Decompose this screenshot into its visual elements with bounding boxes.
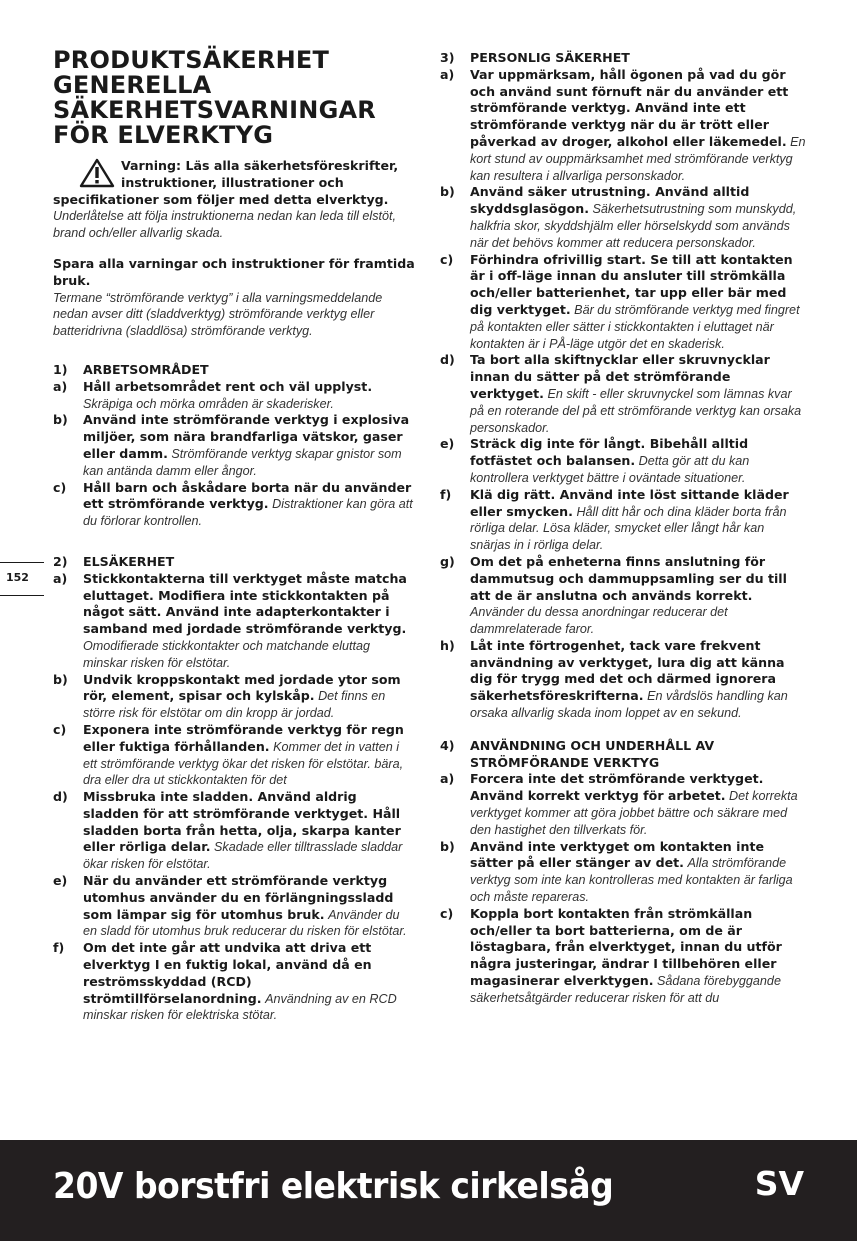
item-bold-text: Använd säker utrustning. Använd alltid skyddsglasögon. — [470, 184, 750, 217]
item-italic-text: Bär du strömförande verktyg med fingret på kontakten eller sätter i stickkontakten i eluttaget när kontakten är i PÅ-läge utgör det en skaderisk. — [470, 302, 800, 351]
section-title-text: ANVÄNDNING OCH UNDERHÅLL AV STRÖMFÖRANDE VERKTYG — [470, 737, 715, 770]
page-number-tab — [0, 562, 44, 596]
section-number: 4) — [440, 737, 455, 753]
item-body — [470, 771, 806, 838]
item-letter: d) — [440, 352, 455, 368]
item-body — [83, 672, 415, 722]
save-bold-text: Spara alla varningar och instruktioner för framtida bruk. — [53, 255, 415, 288]
page-number: 152 — [6, 571, 29, 584]
item-italic-text: Detta gör att du kan kontrollera verktyget bättre i oväntade situationer. — [470, 454, 750, 485]
item-italic-text: Alla strömförande verktyg som inte kan kontrolleras med kontakten är farliga och måste repareras. — [470, 856, 793, 905]
list-item — [440, 252, 806, 353]
item-italic-text: Det finns en större risk för elstötar om din kropp är jordad. — [83, 689, 386, 721]
footer-product-title: 20V borstfri elektrisk cirkelsåg — [53, 1164, 614, 1207]
item-body — [83, 571, 415, 672]
list-item — [53, 672, 415, 722]
item-italic-text: Använder du en sladd för utomhus bruk reducerar du risken för elstötar. — [83, 907, 407, 939]
warning-italic-text: Underlåtelse att följa instruktionerna nedan kan leda till elstöt, brand och/eller allvarlig skada. — [53, 209, 397, 241]
item-letter: b) — [440, 184, 455, 200]
section-title-text: ELSÄKERHET — [83, 553, 175, 569]
item-bold-text: När du använder ett strömförande verktyg utomhus använder du en förlängningssladd som lämpar sig för utomhus bruk. — [83, 873, 394, 922]
item-bold-text: Klä dig rätt. Använd inte löst sittande kläder eller smycken. — [470, 486, 789, 519]
item-body — [83, 480, 415, 530]
item-body — [470, 184, 806, 251]
item-letter: b) — [440, 838, 455, 854]
item-body — [470, 906, 806, 1007]
list-item — [440, 436, 806, 486]
item-bold-text: Håll barn och åskådare borta när du använder ett strömförande verktyg. — [83, 479, 412, 512]
section-title-text: PERSONLIG SÄKERHET — [470, 50, 630, 65]
item-body — [470, 67, 806, 185]
item-italic-text: Omodifierade stickkontakter och matchande eluttag minskar risken för elstötar. — [83, 638, 371, 670]
right-column — [440, 48, 806, 1007]
list-item — [53, 789, 415, 873]
list-item — [440, 67, 806, 185]
item-body — [83, 379, 415, 413]
item-italic-text: Säkerhetsutrustning som munskydd, halkfria skor, skyddshjälm eller hörselskydd som används när det behövs kommer att reducera personskador. — [470, 202, 797, 250]
section-title — [440, 738, 806, 772]
item-bold-text: Om det inte går att undvika att driva ett elverktyg I en fuktig lokal, använd då en reströmsskyddad (RCD) strömtillförselanordning. — [83, 940, 372, 1006]
item-letter: e) — [440, 436, 455, 452]
item-body — [83, 722, 415, 789]
item-italic-text: Använder du dessa anordningar reducerar det dammrelaterade faror. — [470, 605, 728, 637]
item-italic-text: Skräpiga och mörka områden är skaderisker. — [83, 396, 334, 411]
item-body — [470, 554, 806, 638]
item-italic-text: Skadade eller tilltrasslade sladdar ökar risken för elstötar. — [83, 840, 403, 872]
item-letter: c) — [53, 721, 67, 737]
section-title — [53, 362, 415, 379]
section-title — [53, 554, 415, 571]
list-item — [440, 184, 806, 251]
list-item — [440, 771, 806, 838]
item-letter: a) — [53, 570, 68, 586]
item-bold-text: Exponera inte strömförande verktyg för regn eller fuktiga förhållanden. — [83, 721, 404, 754]
item-body — [470, 252, 806, 353]
item-italic-text: En vårdslös handling kan orsaka allvarlig skada inom loppet av en sekund. — [470, 689, 788, 721]
item-bold-text: Håll arbetsområdet rent och väl upplyst. — [83, 378, 373, 394]
section-number: 1) — [53, 361, 68, 377]
item-bold-text: Förhindra ofrivillig start. Se till att kontakten är i off-läge innan du ansluter till strömkälla och/eller batterienhet, tar upp eller bär med dig verktyget. — [470, 251, 793, 317]
list-item — [440, 554, 806, 638]
footer-bar — [0, 1140, 857, 1241]
footer-language-code: SV — [754, 1164, 804, 1203]
section-4 — [440, 738, 806, 1007]
item-letter: g) — [440, 553, 455, 569]
warning-bold-text: Varning: Läs alla säkerhetsföreskrifter, instruktioner, illustrationer och specifikationer som följer med detta elverktyg. — [53, 158, 399, 207]
item-italic-text: En kort stund av ouppmärksamhet med strömförande verktyg kan resultera i allvarliga personskador. — [470, 134, 806, 183]
item-bold-text: Ta bort alla skiftnycklar eller skruvnycklar innan du sätter på det strömförande verktyget. — [470, 352, 770, 401]
list-item — [53, 873, 415, 940]
item-letter: h) — [440, 637, 455, 653]
list-item — [53, 571, 415, 672]
item-letter: b) — [53, 671, 68, 687]
item-letter: e) — [53, 873, 68, 889]
item-bold-text: Om det på enheterna finns anslutning för dammutsug och dammuppsamling ser du till att de är anslutna och används korrekt. — [470, 553, 787, 603]
item-bold-text: Var uppmärksam, håll ögonen på vad du gör och använd sunt förnuft när du använder ett strömförande verktyg. Använd inte ett strömförande verktyg när du är trött eller påverkad av droger, alkohol eller läkemedel. — [470, 66, 789, 149]
section-3 — [440, 50, 806, 722]
item-body — [83, 940, 415, 1024]
list-item — [440, 487, 806, 554]
item-italic-text: En skift - eller skruvnyckel som lämnas kvar på en roterande del på ett strömförande verktyg kan orsaka personskador. — [470, 386, 802, 435]
item-italic-text: Användning av en RCD minskar risken för elektriska stötar. — [83, 991, 397, 1023]
item-italic-text: Kommer det in vatten i ett strömförande verktyg ökar det risken för elstötar. bära, dra eller dra ut stickkontakten för det — [83, 739, 404, 788]
section-number: 2) — [53, 553, 68, 569]
warning-block — [53, 158, 415, 242]
left-column — [53, 48, 415, 1024]
item-letter: a) — [440, 771, 455, 787]
item-letter: f) — [440, 486, 452, 502]
item-italic-text: Strömförande verktyg skapar gnistor som kan antända damm eller ångor. — [83, 446, 402, 478]
item-body — [83, 789, 415, 873]
list-item — [440, 352, 806, 436]
item-bold-text: Forcera inte det strömförande verktyget. Använd korrekt verktyg för arbetet. — [470, 771, 764, 804]
list-item — [53, 412, 415, 479]
item-italic-text: Sådana förebyggande säkerhetsåtgärder reducerar risken för att du — [470, 974, 781, 1005]
item-letter: b) — [53, 412, 68, 428]
item-letter: c) — [440, 905, 454, 921]
item-body — [470, 352, 806, 436]
item-letter: a) — [53, 378, 68, 394]
item-letter: c) — [53, 479, 67, 495]
item-bold-text: Missbruka inte sladden. Använd aldrig sladden för att strömförande verktyget. Håll sladden borta från hetta, olja, skarpa kanter eller rörliga delar. — [83, 789, 401, 855]
item-bold-text: Koppla bort kontakten från strömkällan och/eller ta bort batterierna, om de är löstagbara, från elverktyget, innan du utför några justeringar, ändrar I tillbehören eller magasinerar elverktygen. — [470, 905, 782, 989]
item-letter: a) — [440, 66, 455, 82]
list-item — [440, 638, 806, 722]
list-item — [53, 480, 415, 530]
list-item — [440, 906, 806, 1007]
item-body — [83, 873, 415, 940]
section-1 — [53, 362, 415, 530]
list-item — [53, 379, 415, 413]
section-title-text: ARBETSOMRÅDET — [83, 361, 209, 377]
item-letter: c) — [440, 251, 454, 267]
item-letter: f) — [53, 940, 65, 956]
item-body — [470, 436, 806, 486]
section-2 — [53, 554, 415, 1024]
item-bold-text: Använd inte strömförande verktyg i explosiva miljöer, som nära brandfarliga vätskor, gaser eller damm. — [83, 412, 410, 461]
save-instructions — [53, 256, 415, 340]
list-item — [53, 940, 415, 1024]
list-item — [53, 722, 415, 789]
item-body — [83, 412, 415, 479]
list-item — [440, 839, 806, 906]
item-letter: d) — [53, 789, 68, 805]
item-body — [470, 638, 806, 722]
section-number: 3) — [440, 50, 455, 65]
section-title — [440, 50, 806, 67]
item-italic-text: Distraktioner kan göra att du förlorar kontrollen. — [83, 497, 413, 529]
item-italic-text: Håll ditt hår och dina kläder borta från rörliga delar. Lösa kläder, smycket eller långt hår kan snärjas in i rörliga delar. — [470, 504, 787, 553]
save-italic-text: Termane “strömförande verktyg” i alla varningsmeddelande nedan avser ditt (sladdverktyg) strömförande verktyg eller batteridrivna (sladdlösa) strömförande verktyg. — [53, 290, 383, 339]
item-bold-text: Stickkontakterna till verktyget måste matcha eluttaget. Modifiera inte stickkontakten på något sätt. Använd inte adapterkontakter i samband med jordade strömförande verktyg. — [83, 570, 407, 637]
item-body — [470, 487, 806, 554]
item-italic-text: Det korrekta verktyget kommer att göra jobbet bättre och säkrare med den hastighet den tillverkats för. — [470, 789, 798, 837]
item-bold-text: Sträck dig inte för långt. Bibehåll alltid fotfästet och balansen. — [470, 436, 749, 469]
item-bold-text: Undvik kroppskontakt med jordade ytor som rör, element, spisar och kylskåp. — [83, 671, 401, 704]
item-body — [470, 839, 806, 906]
item-bold-text: Låt inte förtrogenhet, tack vare frekvent användning av verktyget, lura dig att känna dig för trygg med det och därmed ignorera säkerhetsföreskrifterna. — [470, 637, 785, 704]
item-bold-text: Använd inte verktyget om kontakten inte sätter på eller stänger av det. — [470, 838, 765, 871]
warning-triangle-icon — [79, 158, 115, 188]
page-heading: PRODUKTSÄKERHET GENERELLA SÄKERHETSVARNINGAR FÖR ELVERKTYG — [53, 46, 376, 149]
